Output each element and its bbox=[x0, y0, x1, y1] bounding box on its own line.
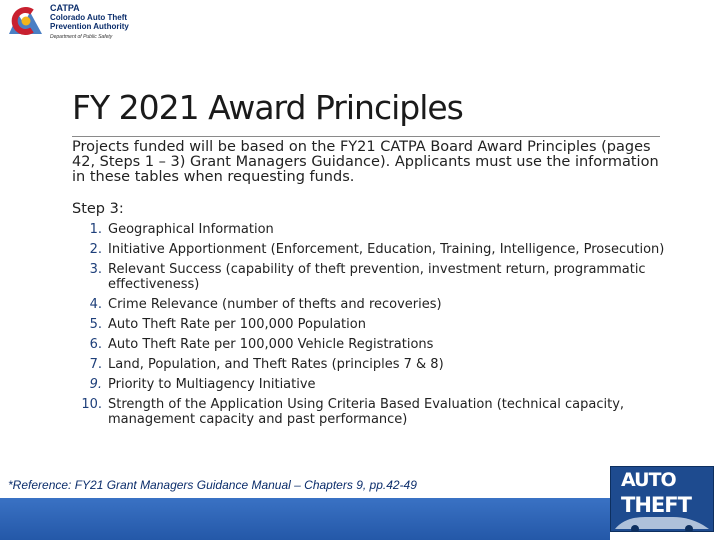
list-text: Initiative Apportionment (Enforcement, Education, Training, Intelligence, Prosecution) bbox=[108, 242, 665, 257]
list-item bbox=[78, 377, 668, 392]
list-number: 4. bbox=[89, 297, 102, 312]
list-number: 5. bbox=[89, 317, 102, 332]
title-divider bbox=[72, 136, 660, 137]
list-item bbox=[78, 297, 668, 312]
reference-note: *Reference: FY21 Grant Managers Guidance Manual – Chapters 9, pp.42-49 bbox=[8, 478, 417, 492]
badge-line1: AUTO bbox=[621, 469, 676, 491]
list-item bbox=[78, 397, 668, 427]
principles-list bbox=[78, 222, 668, 432]
list-text: Relevant Success (capability of theft prevention, investment return, programmatic effectiveness) bbox=[108, 262, 646, 292]
list-number: 3. bbox=[89, 262, 102, 277]
colorado-c-logo-icon bbox=[6, 4, 46, 38]
list-text: Land, Population, and Theft Rates (principles 7 & 8) bbox=[108, 357, 444, 372]
page-title: FY 2021 Award Principles bbox=[72, 88, 463, 127]
step-label: Step 3: bbox=[72, 201, 124, 217]
list-number: 7. bbox=[89, 357, 102, 372]
list-item bbox=[78, 317, 668, 332]
list-text: Strength of the Application Using Criteria Based Evaluation (technical capacity, management capacity and past performance) bbox=[108, 397, 625, 427]
list-item bbox=[78, 222, 668, 237]
list-item bbox=[78, 242, 668, 257]
list-text: Auto Theft Rate per 100,000 Population bbox=[108, 317, 366, 332]
list-number: 2. bbox=[89, 242, 102, 257]
catpa-logo bbox=[6, 4, 146, 46]
list-number: 6. bbox=[89, 337, 102, 352]
list-item bbox=[78, 357, 668, 372]
list-text: Priority to Multiagency Initiative bbox=[108, 377, 316, 392]
list-text: Geographical Information bbox=[108, 222, 274, 237]
badge-line2: THEFT bbox=[621, 493, 691, 517]
list-number: 1. bbox=[89, 222, 102, 237]
logo-name: CATPA bbox=[50, 3, 80, 13]
list-item bbox=[78, 337, 668, 352]
intro-paragraph: Projects funded will be based on the FY21 CATPA Board Award Principles (pages 42, Steps 1 – 3) Grant Managers Guidance). Applicants must use the information in these tables when requesting funds. bbox=[72, 139, 659, 185]
list-number: 10. bbox=[81, 397, 102, 412]
list-item bbox=[78, 262, 668, 292]
list-text: Crime Relevance (number of thefts and recoveries) bbox=[108, 297, 442, 312]
logo-line2: Prevention Authority bbox=[50, 22, 129, 31]
logo-line1: Colorado Auto Theft bbox=[50, 13, 128, 22]
list-number: 9. bbox=[89, 377, 102, 392]
footer-bar bbox=[0, 498, 610, 540]
logo-department: Department of Public Safety bbox=[50, 34, 113, 40]
auto-theft-badge bbox=[610, 466, 714, 532]
list-text: Auto Theft Rate per 100,000 Vehicle Registrations bbox=[108, 337, 434, 352]
car-silhouette-icon bbox=[611, 511, 713, 532]
